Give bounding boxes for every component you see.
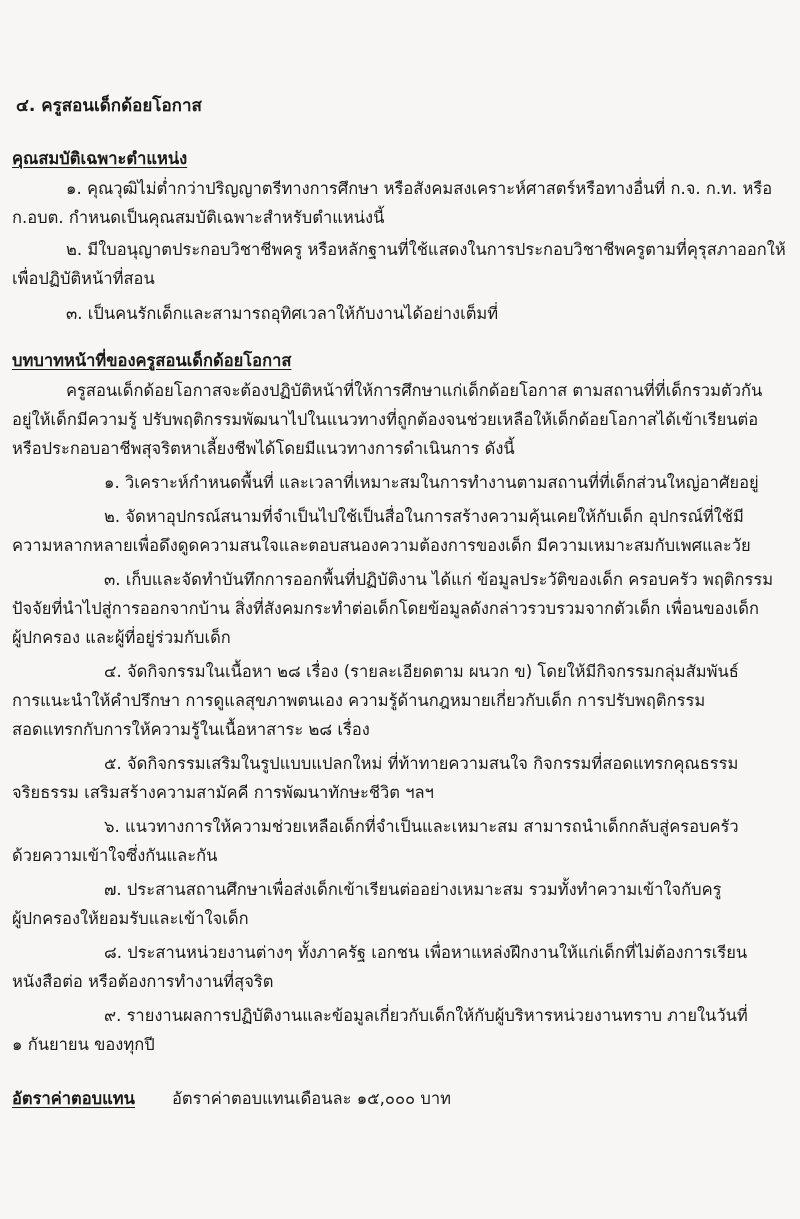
duty-line: อยู่ให้เด็กมีความรู้ ปรับพฤติกรรมพัฒนาไปในแนวทางที่ถูกต้องจนช่วยเหลือให้เด็กด้อยโอกาสได้เข้าเรียนต่อ — [12, 410, 759, 429]
duty-line: ๔. จัดกิจกรรมในเนื้อหา ๒๘ เรื่อง (รายละเอียดตาม ผนวก ข) โดยให้มีกิจกรรมกลุ่มสัมพันธ์ — [104, 662, 739, 681]
qualification-line: ๑. คุณวุฒิไม่ต่ำกว่าปริญญาตรีทางการศึกษา หรือสังคมสงเคราะห์ศาสตร์หรือทางอื่นที่ ก.จ. ก.ท. หรือ — [66, 179, 773, 198]
duty-line: ๘. ประสานหน่วยงานต่างๆ ทั้งภาครัฐ เอกชน เพื่อหาแหล่งฝึกงานให้แก่เด็กที่ไม่ต้องการเรียน — [104, 943, 748, 962]
duty-line: หรือประกอบอาชีพสุจริตหาเลี้ยงชีพได้โดยมีแนวทางการดำเนินการ ดังนี้ — [12, 439, 515, 458]
qualification-line: ๒. มีใบอนุญาตประกอบวิชาชีพครู หรือหลักฐานที่ใช้แสดงในการประกอบวิชาชีพครูตามที่คุรุสภาออกให้ — [66, 240, 786, 259]
compensation-heading: อัตราค่าตอบแทน — [12, 1089, 135, 1108]
duty-line: ๙. รายงานผลการปฏิบัติงานและข้อมูลเกี่ยวกับเด็กให้กับผู้บริหารหน่วยงานทราบ ภายในวันที่ — [104, 1006, 748, 1025]
duty-line: ๕. จัดกิจกรรมเสริมในรูปแบบแปลกใหม่ ที่ท้าทายความสนใจ กิจกรรมที่สอดแทรกคุณธรรม — [104, 754, 739, 773]
duty-line: หนังสือต่อ หรือต้องการทำงานที่สุจริต — [12, 972, 274, 991]
compensation-text: อัตราค่าตอบแทนเดือนละ ๑๕,๐๐๐ บาท — [172, 1089, 451, 1108]
duty-line: ๓. เก็บและจัดทำบันทึกการออกพื้นที่ปฏิบัติงาน ได้แก่ ข้อมูลประวัติของเด็ก ครอบครัว พฤติกรรม — [104, 570, 774, 589]
duty-line: ๑ กันยายน ของทุกปี — [12, 1035, 155, 1054]
duty-line: ความหลากหลายเพื่อดึงดูดความสนใจและตอบสนองความต้องการของเด็ก มีความเหมาะสมกับเพศและวัย — [12, 536, 751, 555]
duty-line: ๗. ประสานสถานศึกษาเพื่อส่งเด็กเข้าเรียนต่ออย่างเหมาะสม รวมทั้งทำความเข้าใจกับครู — [104, 880, 722, 899]
duty-line: สอดแทรกกับการให้ความรู้ในเนื้อหาสาระ ๒๘ เรื่อง — [12, 720, 370, 739]
duty-line: ปัจจัยที่นำไปสู่การออกจากบ้าน สิ่งที่สังคมกระทำต่อเด็กโดยข้อมูลดังกล่าวรวบรวมจากตัวเด็ก เพื่อนของเด็ก — [12, 599, 759, 618]
duty-line: ด้วยความเข้าใจซึ่งกันและกัน — [12, 846, 218, 865]
qualifications-heading: คุณสมบัติเฉพาะตำแหน่ง — [12, 149, 188, 168]
duty-line: ครูสอนเด็กด้อยโอกาสจะต้องปฏิบัติหน้าที่ให้การศึกษาแก่เด็กด้อยโอกาส ตามสถานที่ที่เด็กรวมตัวกัน — [66, 381, 763, 400]
section-title: ๔. ครูสอนเด็กด้อยโอกาส — [16, 96, 202, 116]
qualification-line: เพื่อปฏิบัติหน้าที่สอน — [12, 269, 155, 288]
duty-line: ๑. วิเคราะห์กำหนดพื้นที่ และเวลาที่เหมาะสมในการทำงานตามสถานที่ที่เด็กส่วนใหญ่อาศัยอยู่ — [104, 473, 759, 492]
duties-heading: บทบาทหน้าที่ของครูสอนเด็กด้อยโอกาส — [12, 351, 292, 370]
duty-line: ๖. แนวทางการให้ความช่วยเหลือเด็กที่จำเป็นและเหมาะสม สามารถนำเด็กกลับสู่ครอบครัว — [104, 817, 739, 836]
duty-line: ผู้ปกครอง และผู้ที่อยู่ร่วมกับเด็ก — [12, 628, 231, 647]
duty-line: ๒. จัดหาอุปกรณ์สนามที่จำเป็นไปใช้เป็นสื่อในการสร้างความคุ้นเคยให้กับเด็ก อุปกรณ์ที่ใช้มี — [104, 507, 744, 526]
duty-line: ผู้ปกครองให้ยอมรับและเข้าใจเด็ก — [12, 909, 249, 928]
duty-line: จริยธรรม เสริมสร้างความสามัคคี การพัฒนาทักษะชีวิต ฯลฯ — [12, 783, 434, 802]
duty-line: การแนะนำให้คำปรึกษา การดูแลสุขภาพตนเอง ความรู้ด้านกฎหมายเกี่ยวกับเด็ก การปรับพฤติกรรม — [12, 691, 706, 710]
qualification-line: ๓. เป็นคนรักเด็กและสามารถอุทิศเวลาให้กับงานได้อย่างเต็มที่ — [66, 304, 499, 323]
qualification-line: ก.อบต. กำหนดเป็นคุณสมบัติเฉพาะสำหรับตำแหน่งนี้ — [12, 208, 385, 227]
